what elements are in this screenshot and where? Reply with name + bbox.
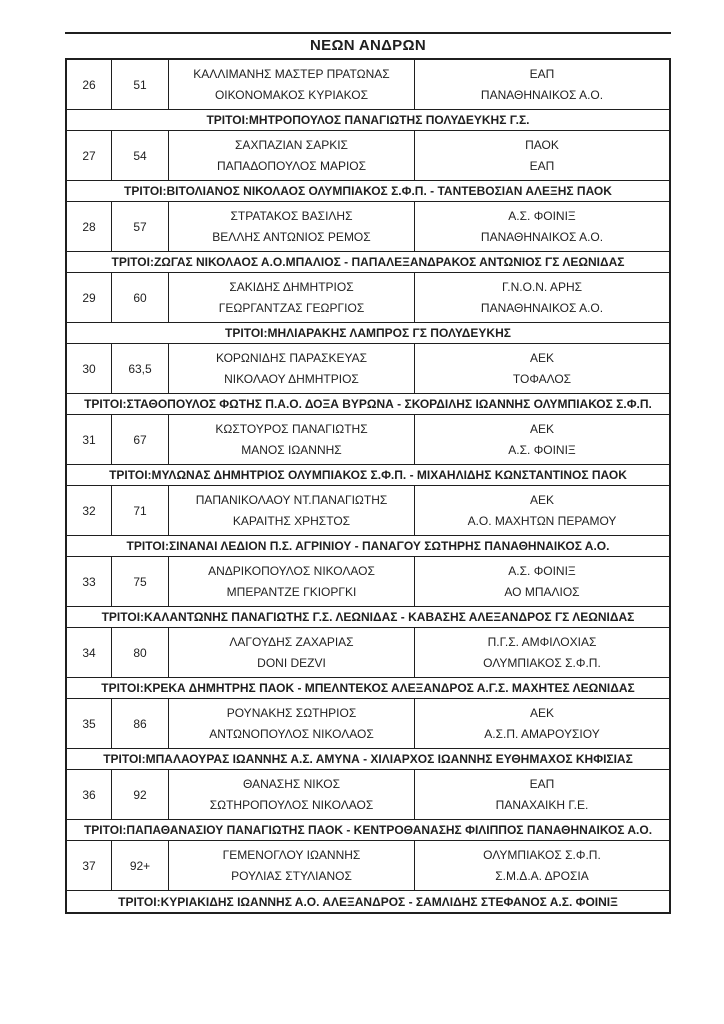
first-place-club: ΕΑΠ: [529, 776, 555, 791]
athletes-cell: [169, 557, 415, 606]
clubs-cell: [415, 557, 669, 606]
third-place-row: ΤΡΙΤΟΙ:ΜΥΛΩΝΑΣ ΔΗΜΗΤΡΙΟΣ ΟΛΥΜΠΙΑΚΟΣ Σ.Φ.Π. - ΜΙΧΑΗΛΙΔΗΣ ΚΩΝΣΤΑΝΤΙΝΟΣ ΠΑΟΚ: [67, 465, 669, 486]
second-place-athlete: ΣΩΤΗΡΟΠΟΥΛΟΣ ΝΙΚΟΛΑΟΣ: [209, 798, 374, 813]
weight-cell: 57: [112, 202, 169, 251]
athletes-cell: [169, 202, 415, 251]
weight-class-block: [67, 770, 669, 841]
weight-cell: 71: [112, 486, 169, 535]
first-place-athlete: ΚΑΛΛΙΜΑΝΗΣ ΜΑΣΤΕΡ ΠΡΑΤΩΝΑΣ: [193, 66, 390, 81]
rank-cell: 30: [67, 344, 112, 393]
results-table: [65, 58, 671, 914]
first-place-club: Α.Σ. ΦΟΙΝΙΞ: [508, 563, 576, 578]
rank-cell: 34: [67, 628, 112, 677]
first-place-athlete: ΓΕΜΕΝΟΓΛΟΥ ΙΩΑΝΝΗΣ: [222, 847, 361, 862]
second-place-club: Α.Σ. ΦΟΙΝΙΞ: [508, 443, 576, 458]
rank-cell: 35: [67, 699, 112, 748]
clubs-cell: [415, 131, 669, 180]
first-place-athlete: ΚΟΡΩΝΙΔΗΣ ΠΑΡΑΣΚΕΥΑΣ: [215, 350, 368, 365]
weight-class-row: [67, 628, 669, 678]
weight-class-row: [67, 770, 669, 820]
first-place-athlete: ΚΩΣΤΟΥΡΟΣ ΠΑΝΑΓΙΩΤΗΣ: [215, 421, 368, 436]
third-place-row: ΤΡΙΤΟΙ:ΚΡΕΚΑ ΔΗΜΗΤΡΗΣ ΠΑΟΚ - ΜΠΕΛΝΤΕΚΟΣ ΑΛΕΞΑΝΔΡΟΣ Α.Γ.Σ. ΜΑΧΗΤΕΣ ΛΕΩΝΙΔΑΣ: [67, 678, 669, 699]
weight-cell: 63,5: [112, 344, 169, 393]
rank-cell: 27: [67, 131, 112, 180]
rank-cell: 29: [67, 273, 112, 322]
third-place-row: ΤΡΙΤΟΙ:ΠΑΠΑΘΑΝΑΣΙΟΥ ΠΑΝΑΓΙΩΤΗΣ ΠΑΟΚ - ΚΕΝΤΡΟΘΑΝΑΣΗΣ ΦΙΛΙΠΠΟΣ ΠΑΝΑΘΗΝΑΙΚΟΣ Α.Ο.: [67, 820, 669, 841]
third-place-row: ΤΡΙΤΟΙ:ΒΙΤΟΛΙΑΝΟΣ ΝΙΚΟΛΑΟΣ ΟΛΥΜΠΙΑΚΟΣ Σ.Φ.Π. - ΤΑΝΤΕΒΟΣΙΑΝ ΑΛΕΞΗΣ ΠΑΟΚ: [67, 181, 669, 202]
first-place-athlete: ΛΑΓΟΥΔΗΣ ΖΑΧΑΡΙΑΣ: [229, 634, 354, 649]
weight-cell: 75: [112, 557, 169, 606]
weight-class-block: [67, 60, 669, 131]
weight-class-block: [67, 699, 669, 770]
first-place-club: ΟΛΥΜΠΙΑΚΟΣ Σ.Φ.Π.: [483, 847, 601, 862]
third-place-row: ΤΡΙΤΟΙ:ΚΑΛΑΝΤΩΝΗΣ ΠΑΝΑΓΙΩΤΗΣ Γ.Σ. ΛΕΩΝΙΔΑΣ - ΚΑΒΑΣΗΣ ΑΛΕΞΑΝΔΡΟΣ ΓΣ ΛΕΩΝΙΔΑΣ: [67, 607, 669, 628]
second-place-athlete: ΚΑΡΑΙΤΗΣ ΧΡΗΣΤΟΣ: [232, 514, 351, 529]
athletes-cell: [169, 415, 415, 464]
weight-class-block: [67, 131, 669, 202]
first-place-club: ΑΕΚ: [529, 421, 554, 436]
rank-cell: 28: [67, 202, 112, 251]
second-place-club: ΠΑΝΑΧΑΙΚΗ Γ.Ε.: [495, 798, 589, 813]
weight-class-block: [67, 841, 669, 912]
athletes-cell: [169, 486, 415, 535]
clubs-cell: [415, 628, 669, 677]
rank-cell: 32: [67, 486, 112, 535]
weight-cell: 92+: [112, 841, 169, 890]
first-place-club: ΕΑΠ: [529, 66, 555, 81]
weight-cell: 92: [112, 770, 169, 819]
third-place-row: ΤΡΙΤΟΙ:ΜΗΛΙΑΡΑΚΗΣ ΛΑΜΠΡΟΣ ΓΣ ΠΟΛΥΔΕΥΚΗΣ: [67, 323, 669, 344]
weight-class-row: [67, 60, 669, 110]
second-place-club: Σ.Μ.Δ.Α. ΔΡΟΣΙΑ: [495, 869, 589, 884]
second-place-athlete: ΒΕΛΛΗΣ ΑΝΤΩΝΙΟΣ ΡΕΜΟΣ: [212, 230, 371, 245]
second-place-athlete: ΑΝΤΩΝΟΠΟΥΛΟΣ ΝΙΚΟΛΑΟΣ: [209, 727, 374, 742]
rank-cell: 37: [67, 841, 112, 890]
weight-class-block: [67, 557, 669, 628]
clubs-cell: [415, 202, 669, 251]
weight-class-block: [67, 344, 669, 415]
clubs-cell: [415, 344, 669, 393]
second-place-club: ΠΑΝΑΘΗΝΑΙΚΟΣ Α.Ο.: [480, 88, 604, 103]
first-place-club: Α.Σ. ΦΟΙΝΙΞ: [508, 208, 576, 223]
weight-class-block: [67, 273, 669, 344]
weight-cell: 51: [112, 60, 169, 109]
weight-cell: 67: [112, 415, 169, 464]
first-place-club: ΑΕΚ: [529, 492, 554, 507]
second-place-club: ΑΟ ΜΠΑΛΙΟΣ: [504, 585, 580, 600]
athletes-cell: [169, 841, 415, 890]
rank-cell: 26: [67, 60, 112, 109]
third-place-row: ΤΡΙΤΟΙ:ΖΩΓΑΣ ΝΙΚΟΛΑΟΣ Α.Ο.ΜΠΑΛΙΟΣ - ΠΑΠΑΛΕΞΑΝΔΡΑΚΟΣ ΑΝΤΩΝΙΟΣ ΓΣ ΛΕΩΝΙΔΑΣ: [67, 252, 669, 273]
athletes-cell: [169, 699, 415, 748]
first-place-athlete: ΠΑΠΑΝΙΚΟΛΑΟΥ ΝΤ.ΠΑΝΑΓΙΩΤΗΣ: [195, 492, 388, 507]
first-place-club: ΑΕΚ: [529, 350, 554, 365]
weight-class-block: [67, 486, 669, 557]
third-place-row: ΤΡΙΤΟΙ:ΜΠΑΛΑΟΥΡΑΣ ΙΩΑΝΝΗΣ Α.Σ. ΑΜΥΝΑ - ΧΙΛΙΑΡΧΟΣ ΙΩΑΝΝΗΣ ΕΥΘΗΜΑΧΟΣ ΚΗΦΙΣΙΑΣ: [67, 749, 669, 770]
third-place-row: ΤΡΙΤΟΙ:ΚΥΡΙΑΚΙΔΗΣ ΙΩΑΝΝΗΣ Α.Ο. ΑΛΕΞΑΝΔΡΟΣ - ΣΑΜΛΙΔΗΣ ΣΤΕΦΑΝΟΣ Α.Σ. ΦΟΙΝΙΞ: [118, 894, 618, 909]
second-place-athlete: ΜΠΕΡΑΝΤΖΕ ΓΚΙΟΡΓΚΙ: [226, 585, 357, 600]
second-place-club: Α.Σ.Π. ΑΜΑΡΟΥΣΙΟΥ: [484, 727, 600, 742]
weight-class-row: [67, 557, 669, 607]
first-place-club: ΑΕΚ: [529, 705, 554, 720]
first-place-club: Γ.Ν.Ο.Ν. ΑΡΗΣ: [501, 279, 583, 294]
clubs-cell: [415, 60, 669, 109]
weight-class-row: [67, 344, 669, 394]
athletes-cell: [169, 273, 415, 322]
second-place-club: Α.Ο. ΜΑΧΗΤΩΝ ΠΕΡΑΜΟΥ: [467, 514, 617, 529]
first-place-athlete: ΣΑΚΙΔΗΣ ΔΗΜΗΤΡΙΟΣ: [229, 279, 354, 294]
weight-class-row: [67, 131, 669, 181]
second-place-club: ΤΟΦΑΛΟΣ: [512, 372, 572, 387]
second-place-athlete: ΡΟΥΛΙΑΣ ΣΤΥΛΙΑΝΟΣ: [231, 869, 352, 884]
weight-cell: 60: [112, 273, 169, 322]
weight-class-row: [67, 273, 669, 323]
first-place-club: ΠΑΟΚ: [525, 137, 559, 152]
second-place-athlete: ΜΑΝΟΣ ΙΩΑΝΝΗΣ: [241, 443, 342, 458]
weight-class-row: [67, 841, 669, 891]
weight-class-block: [67, 415, 669, 486]
weight-cell: 80: [112, 628, 169, 677]
athletes-cell: [169, 131, 415, 180]
first-place-club: Π.Γ.Σ. ΑΜΦΙΛΟΧΙΑΣ: [487, 634, 597, 649]
second-place-athlete: ΓΕΩΡΓΑΝΤΖΑΣ ΓΕΩΡΓΙΟΣ: [218, 301, 365, 316]
weight-cell: 86: [112, 699, 169, 748]
rank-cell: 33: [67, 557, 112, 606]
clubs-cell: [415, 699, 669, 748]
clubs-cell: [415, 486, 669, 535]
weight-class-row: [67, 415, 669, 465]
weight-class-block: [67, 628, 669, 699]
weight-class-block: [67, 202, 669, 273]
rank-cell: 36: [67, 770, 112, 819]
first-place-athlete: ΡΟΥΝΑΚΗΣ ΣΩΤΗΡΙΟΣ: [226, 705, 357, 720]
second-place-club: ΠΑΝΑΘΗΝΑΙΚΟΣ Α.Ο.: [480, 301, 604, 316]
weight-class-row: [67, 699, 669, 749]
page-title: ΝΕΩΝ ΑΝΔΡΩΝ: [310, 37, 426, 54]
athletes-cell: [169, 628, 415, 677]
athletes-cell: [169, 770, 415, 819]
clubs-cell: [415, 841, 669, 890]
first-place-athlete: ΑΝΔΡΙΚΟΠΟΥΛΟΣ ΝΙΚΟΛΑΟΣ: [208, 563, 375, 578]
third-place-row: ΤΡΙΤΟΙ:ΣΙΝΑΝΑΙ ΛΕΔΙΟΝ Π.Σ. ΑΓΡΙΝΙΟΥ - ΠΑΝΑΓΟΥ ΣΩΤΗΡΗΣ ΠΑΝΑΘΗΝΑΙΚΟΣ Α.Ο.: [67, 536, 669, 557]
rank-cell: 31: [67, 415, 112, 464]
weight-class-row: [67, 486, 669, 536]
first-place-athlete: ΘΑΝΑΣΗΣ ΝΙΚΟΣ: [242, 776, 340, 791]
weight-class-row: [67, 202, 669, 252]
first-place-athlete: ΣΑΧΠΑΖΙΑΝ ΣΑΡΚΙΣ: [235, 137, 348, 152]
clubs-cell: [415, 415, 669, 464]
second-place-athlete: ΟΙΚΟΝΟΜΑΚΟΣ ΚΥΡΙΑΚΟΣ: [214, 88, 369, 103]
second-place-athlete: DONI DEZVI: [257, 656, 326, 671]
first-place-athlete: ΣΤΡΑΤΑΚΟΣ ΒΑΣΙΛΗΣ: [230, 208, 353, 223]
second-place-athlete: ΝΙΚΟΛΑΟΥ ΔΗΜΗΤΡΙΟΣ: [224, 372, 359, 387]
athletes-cell: [169, 60, 415, 109]
athletes-cell: [169, 344, 415, 393]
second-place-club: ΕΑΠ: [529, 159, 555, 174]
weight-cell: 54: [112, 131, 169, 180]
clubs-cell: [415, 273, 669, 322]
third-place-row: ΤΡΙΤΟΙ:ΣΤΑΘΟΠΟΥΛΟΣ ΦΩΤΗΣ Π.Α.Ο. ΔΟΞΑ ΒΥΡΩΝΑ - ΣΚΟΡΔΙΛΗΣ ΙΩΑΝΝΗΣ ΟΛΥΜΠΙΑΚΟΣ Σ.Φ.Π.: [67, 394, 669, 415]
third-place-row: ΤΡΙΤΟΙ:ΜΗΤΡΟΠΟΥΛΟΣ ΠΑΝΑΓΙΩΤΗΣ ΠΟΛΥΔΕΥΚΗΣ Γ.Σ.: [67, 110, 669, 131]
clubs-cell: [415, 770, 669, 819]
second-place-club: ΟΛΥΜΠΙΑΚΟΣ Σ.Φ.Π.: [483, 656, 601, 671]
second-place-athlete: ΠΑΠΑΔΟΠΟΥΛΟΣ ΜΑΡΙΟΣ: [216, 159, 367, 174]
second-place-club: ΠΑΝΑΘΗΝΑΙΚΟΣ Α.Ο.: [480, 230, 604, 245]
